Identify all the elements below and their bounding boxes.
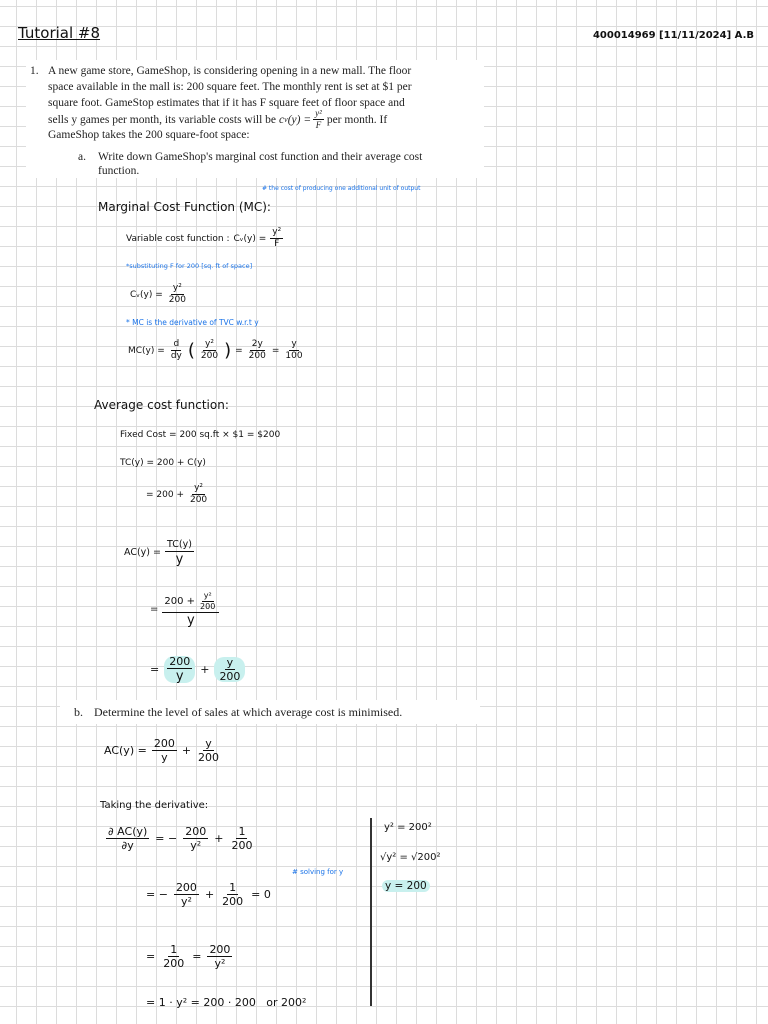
mc-derivative-note: * MC is the derivative of TVC w.r.t y bbox=[126, 318, 259, 327]
part-b-ac-equation: AC(y) = $\frac{200}{y}$ + $\frac{y}{200}$ bbox=[104, 737, 220, 764]
part-a-label: a. bbox=[78, 151, 86, 163]
student-info: 400014969 [11/11/2024] A.B bbox=[592, 30, 754, 41]
cv-equation: Cᵥ(y) = $\frac{\text{y²}}{200}$ bbox=[130, 283, 186, 305]
mc-heading: Marginal Cost Function (MC): bbox=[98, 200, 271, 214]
part-a-line-1: Write down GameShop's marginal cost function and their average cost bbox=[98, 151, 423, 163]
tc-line: TC(y) = 200 + C(y) bbox=[120, 458, 206, 468]
ac-heading: Average cost function: bbox=[94, 398, 229, 412]
question-line-5: GameShop takes the 200 square-foot space: bbox=[48, 129, 250, 141]
question-line-1: A new game store, GameShop, is considering opening in a new mall. The floor bbox=[48, 65, 412, 77]
part-a-line-2: function. bbox=[98, 165, 140, 177]
question-line-4-end: per month. If bbox=[326, 113, 388, 126]
variable-cost-line: Variable cost function : Cᵥ(y) = $\frac{\text{y²}}{F}$ bbox=[126, 227, 282, 249]
part-b-block bbox=[60, 700, 480, 724]
ac-highlight-fixed-term: $\frac{200}{y}$ bbox=[164, 656, 195, 683]
fixed-cost-line: Fixed Cost = 200 sq.ft × $1 = $200 bbox=[120, 430, 281, 440]
mc-equation: MC(y) = $\frac{d}{dy}$ ( $\frac{\text{y²}}{200}$ ) = $\frac{2y}{200}$ = $\frac{y}{100}$ bbox=[128, 339, 303, 361]
derivative-line-3: = $\frac{1}{200}$ = $\frac{200}{\text{y²}}$ bbox=[146, 943, 231, 970]
right-working-line-2: √y² = √200² bbox=[380, 852, 441, 863]
working-divider bbox=[370, 818, 372, 1006]
question-block bbox=[26, 60, 484, 178]
right-working-line-1: y² = 200² bbox=[384, 822, 432, 833]
question-line-2: space available in the mall is: 200 square feet. The monthly rent is set at $1 per bbox=[48, 81, 412, 93]
question-line-3: square foot. GameStop estimates that if it has F square feet of floor space and bbox=[48, 97, 405, 109]
result-highlight: y = 200 bbox=[382, 880, 430, 892]
substitution-note: *substituting F for 200 [sq. ft of space] bbox=[126, 262, 253, 270]
derivative-line-2: = − $\frac{200}{\text{y²}}$ + $\frac{1}{200}$ = 0 bbox=[146, 881, 271, 908]
question-number: 1. bbox=[30, 65, 39, 77]
derivative-line-1: $\frac{\partial AC(y)}{\partial y}$ = − $\frac{200}{\text{y²}}$ + $\frac{1}{200}$ bbox=[108, 825, 253, 852]
tutorial-title: Tutorial #8 bbox=[18, 24, 101, 42]
question-line-4-text: sells y games per month, its variable costs will be bbox=[48, 113, 277, 126]
ac-line-1: AC(y) = $\frac{TC(y)}{y}$ bbox=[124, 539, 192, 567]
derivative-heading: Taking the derivative: bbox=[100, 800, 209, 811]
tc-line-2: = 200 + $\frac{\text{y²}}{200}$ bbox=[146, 483, 208, 505]
solving-note: # solving for y bbox=[292, 868, 344, 876]
derivative-line-4: = 1 · y² = 200 · 200 or 200² bbox=[146, 996, 307, 1009]
cost-function: c v (y) = $\frac{\text{y²}}{F}$ bbox=[279, 108, 322, 130]
part-b-text: Determine the level of sales at which average cost is minimised. bbox=[94, 705, 403, 719]
ac-line-2: = 200 + $\frac{\text{y²}}{200}$ y bbox=[150, 592, 219, 627]
ac-line-3: = $\frac{200}{y}$ + $\frac{y}{200}$ bbox=[150, 656, 245, 683]
part-b-label: b. bbox=[74, 705, 83, 719]
mc-definition-note: # the cost of producing one additional unit of output bbox=[262, 185, 421, 192]
ac-highlight-variable-term: $\frac{y}{200}$ bbox=[214, 657, 245, 682]
